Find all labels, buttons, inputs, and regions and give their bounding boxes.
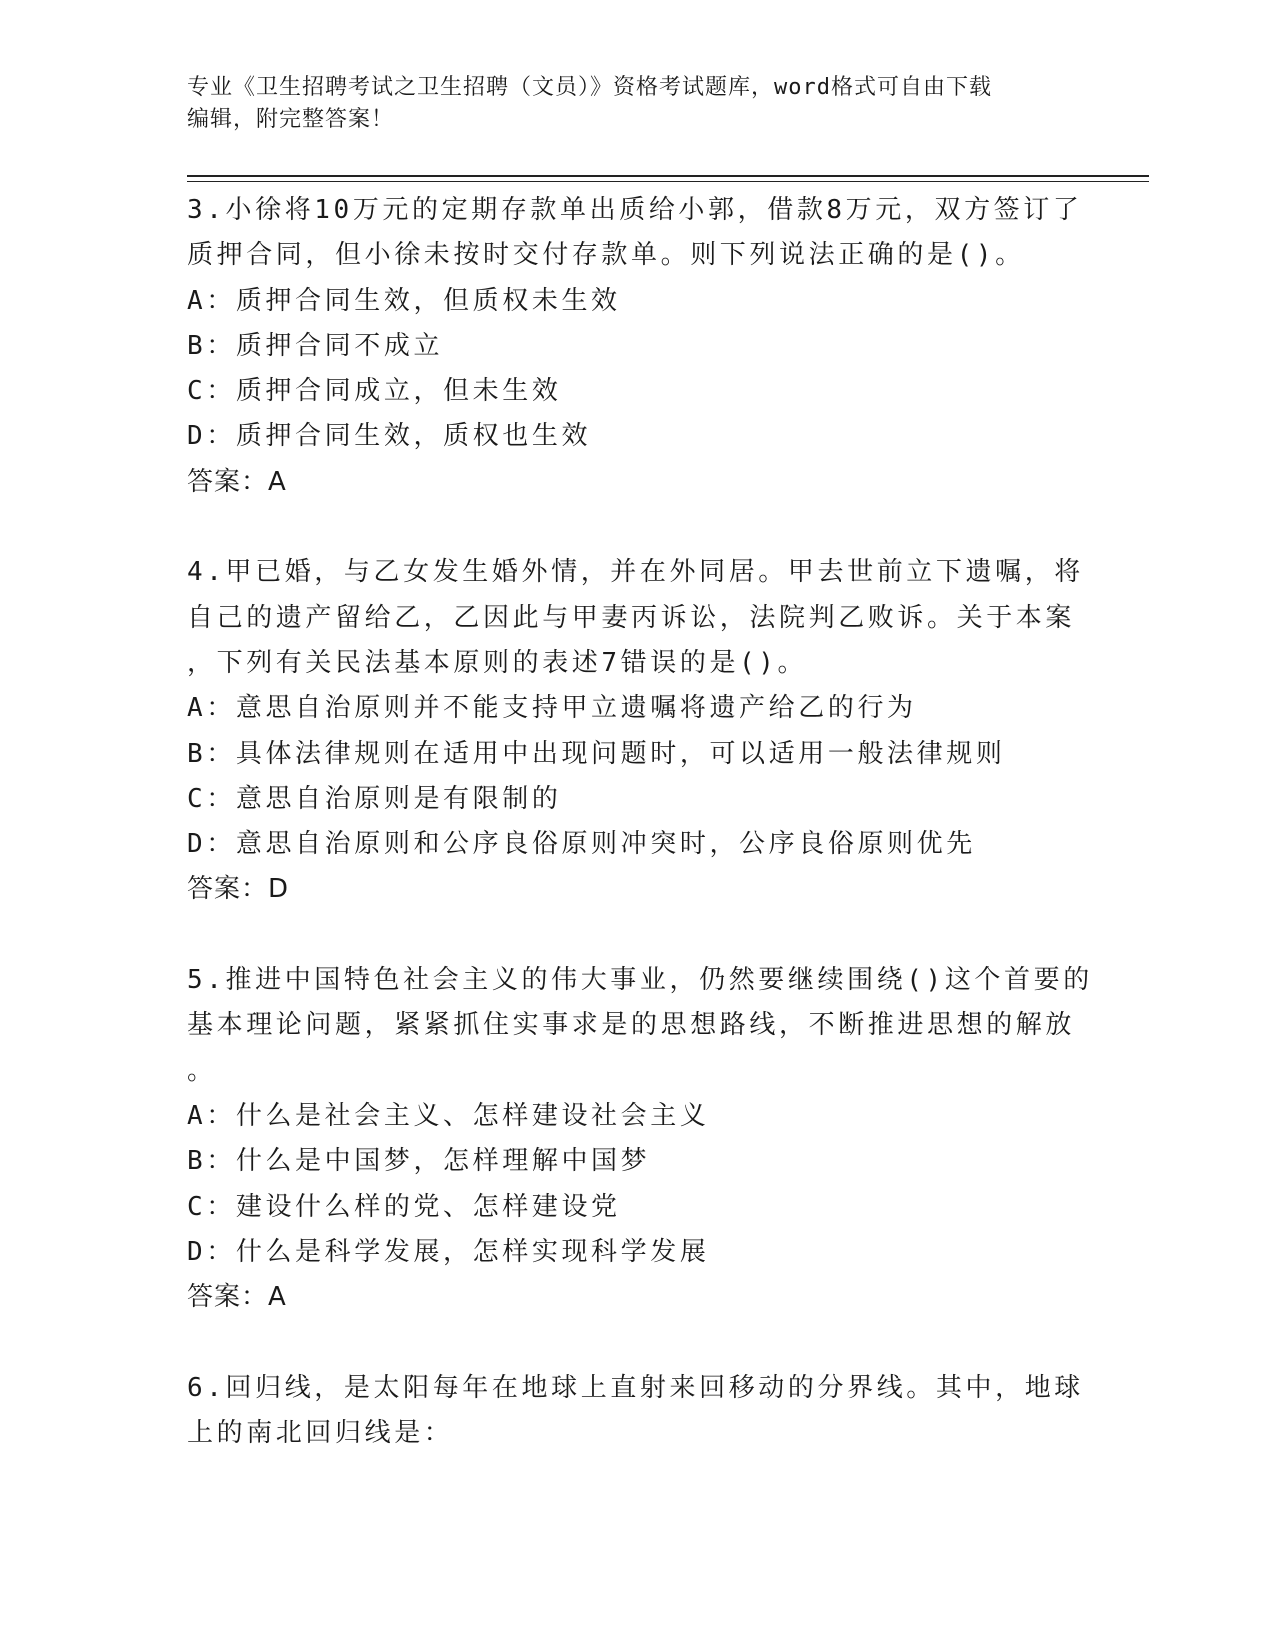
question-4-option-c: C：意思自治原则是有限制的 (187, 783, 562, 814)
question-3-answer: 答案：A (187, 466, 287, 497)
question-3 (187, 188, 1087, 505)
question-3-option-d: D：质押合同生效，质权也生效 (187, 421, 592, 452)
question-5-text-line-3: 。 (187, 1055, 217, 1086)
question-spacer (187, 505, 1087, 550)
question-5-answer: 答案：A (187, 1282, 287, 1313)
header-line-1: 专业《卫生招聘考试之卫生招聘（文员）》资格考试题库，word格式可自由下载 (187, 75, 992, 100)
question-4-answer: 答案：D (187, 874, 290, 905)
question-3-text-line-1: 3.小徐将10万元的定期存款单出质给小郭，借款8万元，双方签订了 (187, 195, 1083, 225)
question-6 (187, 1366, 1087, 1457)
question-4 (187, 550, 1087, 912)
header-divider-thin (187, 181, 1149, 182)
question-6-text-line-1: 6.回归线，是太阳每年在地球上直射来回移动的分界线。其中，地球 (187, 1372, 1084, 1403)
question-5-text-line-2: 基本理论问题，紧紧抓住实事求是的思想路线，不断推进思想的解放 (187, 1010, 1076, 1041)
question-4-text-line-1: 4.甲已婚，与乙女发生婚外情，并在外同居。甲去世前立下遗嘱，将 (187, 557, 1084, 588)
question-5-option-a: A：什么是社会主义、怎样建设社会主义 (187, 1100, 710, 1131)
question-4-option-b: B：具体法律规则在适用中出现问题时，可以适用一般法律规则 (187, 738, 1006, 769)
question-6-text-line-2: 上的南北回归线是： (187, 1418, 454, 1449)
question-4-text-line-3: ，下列有关民法基本原则的表述7错误的是()。 (187, 647, 808, 678)
question-5-option-b: B：什么是中国梦，怎样理解中国梦 (187, 1146, 651, 1177)
header-line-2: 编辑，附完整答案！ (187, 107, 395, 132)
question-spacer (187, 1320, 1087, 1365)
question-5-text-line-1: 5.推进中国特色社会主义的伟大事业，仍然要继续围绕()这个首要的 (187, 965, 1093, 996)
question-4-option-a: A：意思自治原则并不能支持甲立遗嘱将遗产给乙的行为 (187, 693, 917, 724)
question-3-text-line-2: 质押合同，但小徐未按时交付存款单。则下列说法正确的是()。 (187, 240, 1025, 271)
question-5 (187, 958, 1093, 1320)
question-list (187, 188, 1093, 1456)
question-spacer (187, 913, 1087, 958)
question-5-option-c: C：建设什么样的党、怎样建设党 (187, 1191, 621, 1222)
question-3-option-c: C：质押合同成立，但未生效 (187, 376, 562, 407)
header-divider-thick (187, 175, 1149, 177)
question-5-option-d: D：什么是科学发展，怎样实现科学发展 (187, 1236, 710, 1267)
question-3-option-b: B：质押合同不成立 (187, 330, 444, 361)
question-4-option-d: D：意思自治原则和公序良俗原则冲突时，公序良俗原则优先 (187, 829, 976, 860)
question-3-option-a: A：质押合同生效，但质权未生效 (187, 285, 621, 316)
question-4-text-line-2: 自己的遗产留给乙，乙因此与甲妻丙诉讼，法院判乙败诉。关于本案 (187, 602, 1076, 633)
document-header (187, 72, 1067, 136)
